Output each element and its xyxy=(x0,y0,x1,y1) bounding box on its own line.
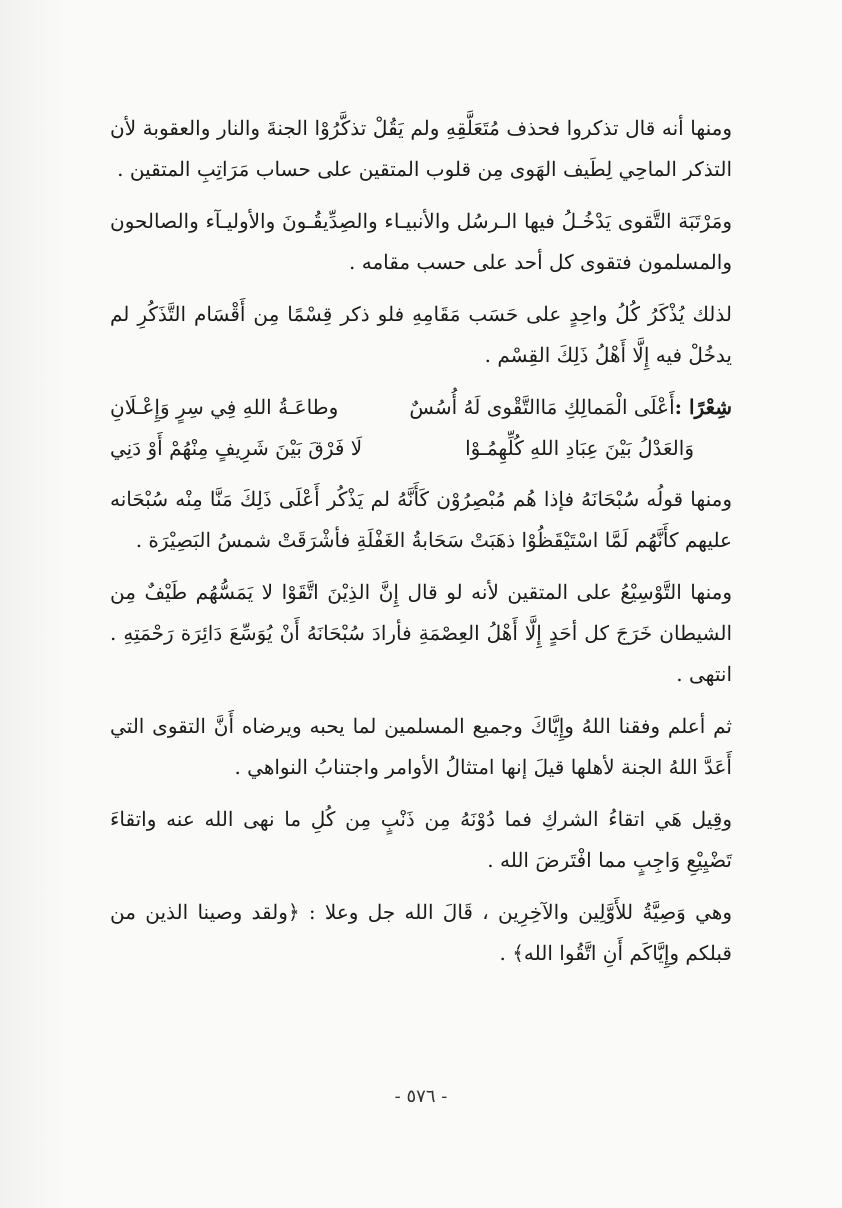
page-number: - ٥٧٦ - xyxy=(394,1086,448,1107)
poem-label: شِعْرًا : xyxy=(674,395,732,419)
poem-line-2 xyxy=(110,428,732,469)
paragraph-4: ومنها قولُه سُبْحَانَهُ فإذا هُم مُبْصِرُوْن كَأَنَّهُ لم يَذْكُر أَعْلَى ذَلِكَ مَنَّا مِنْه سُبْحَانه عليهم كأَنَّهُم لَمَّا اسْتَيْقَظُوْا ذهَبَتْ سَحَابةُ الغَفْلَةِ فأشْرَقَتْ شمسُ البَصِيْرَة . xyxy=(110,487,732,552)
paragraph-5: ومنها التَّوْسِيْعُ على المتقين لأنه لو قال إِنَّ الذِيْنَ اتَّقَوْا لا يَمَسُّهُم طَيْفٌ مِن الشيطان خَرَجَ كل أحَدٍ إِلَّا أَهْلُ العِصْمَةِ فأرادَ سُبْحَانَهُ أَنْ يُوَسِّعَ دَائِرَة رَحْمَتِهِ . انتهى . xyxy=(110,580,732,686)
poem-hemistich-2a: وَالعَدْلُ بَيْنَ عِبَادِ اللهِ كُلِّهِمُـوْا xyxy=(465,436,694,460)
poem-hemistich-1a xyxy=(409,387,732,428)
poem-line-1 xyxy=(110,387,732,428)
body-text xyxy=(110,108,732,985)
paragraph-3: لذلك يُذْكَرُ كُلُ واحِدٍ على حَسَب مَقَامِهِ فلو ذكر قِسْمًا مِن أَقْسَام التَّذَكُرِ لم يدخُلْ فيه إِلَّا أَهْلُ ذَلِكَ القِسْم . xyxy=(110,302,732,367)
paragraph-1: ومنها أنه قال تذكروا فحذف مُتَعَلَّقِهِ ولم يَقُلْ تذكَّرُوْا الجنةَ والنار والعقوبة لأن التذكر الماحِي لِطَيف الهَوى مِن قلوب المتقين على حساب مَرَاتِبِ المتقين . xyxy=(110,116,732,181)
paragraph-6: ثم أعلم وفقنا اللهُ وإِيَّاكَ وجميع المسلمين لما يحبه ويرضاه أَنَّ التقوى التي أَعَدَّ اللهُ الجنة لأهلها قيلَ إنها امتثالُ الأوامر واجتنابُ النواهي . xyxy=(110,714,732,779)
paragraph-2: ومَرْتَبَة التَّقوى يَدْخُـلُ فيها الـرسُل والأنبيـاء والصِدِّيقُـونَ والأوليـآء والصالحون والمسلمون فتقوى كل أحد على حسب مقامه . xyxy=(110,209,732,274)
paragraph-8: وهي وَصِيَّةُ للأَوَّلِين والآخِرِين ، قَالَ الله جل وعلا : ﴿ولقد وصينا الذين من قبلكم وإِيَّاكَم أَنِ اتَّقُوا الله﴾ . xyxy=(110,900,732,965)
poem-line1-right: أَعْلَى الْمَمالِكِ مَاالتَّقْوى لَهُ أُسُسٌ xyxy=(409,395,675,419)
poem-hemistich-2b: لَا فَرْقَ بَيْنَ شَرِيفٍ مِنْهُمْ أَوْ دَنِي xyxy=(110,436,363,460)
poem-hemistich-1b: وطاعَـةُ اللهِ فِي سِرٍ وَإِعْـلَانِ xyxy=(110,395,339,419)
paragraph-7: وقِيل هَي اتقاءُ الشركِ فما دُوْنَهُ مِن ذَنْبٍ مِن كُلِ ما نهى الله عنه واتقاءَ تَضْيِيْعِ وَاجِبٍ مما افْتَرضَ الله . xyxy=(110,807,732,872)
scan-shadow xyxy=(0,0,70,1208)
